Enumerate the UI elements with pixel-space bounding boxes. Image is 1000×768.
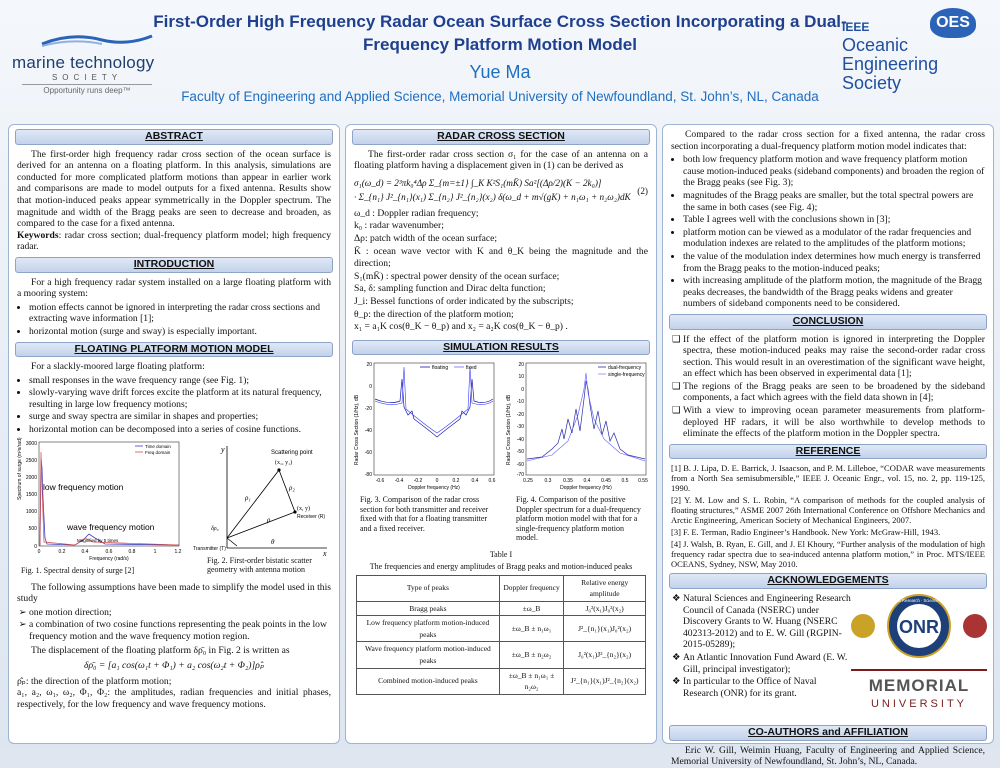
list-item: • motion effects cannot be ignored in interpreting the radar cross sections and extracting wave information [1]; bbox=[29, 302, 331, 325]
table-cell: ±ω_B ± n₂ω₂ bbox=[499, 642, 563, 668]
def-1: ρ̂ₚ: the direction of the platform motion; bbox=[17, 675, 172, 687]
fig4-ytick: -10 bbox=[516, 399, 524, 406]
mts-wave-icon bbox=[12, 30, 162, 48]
fig3-xtick: -0.2 bbox=[413, 478, 423, 485]
fig4-xtick: 0.3 bbox=[544, 478, 552, 485]
fig4-ytick: -40 bbox=[516, 437, 524, 444]
fig3-ytick: -60 bbox=[364, 450, 372, 457]
mts-tagline: Opportunity runs deep™ bbox=[43, 86, 131, 95]
assume-text: The following assumptions have been made to simplify the model used in this study bbox=[17, 581, 331, 605]
rcs-def: k₀ : radar wavenumber; bbox=[354, 220, 444, 232]
fig1-xlabel: Frequency (rad/s) bbox=[89, 555, 129, 562]
mts-society: SOCIETY bbox=[51, 73, 123, 82]
fig4-ytick: -50 bbox=[516, 449, 524, 456]
list-item: • the value of the modulation index determines how much energy is transferred from the Bragg peaks to the motion-induced peaks; bbox=[683, 251, 985, 274]
table-cell: ±ω_B ± n₁ω₁ bbox=[499, 616, 563, 642]
mts-name: marine technology bbox=[12, 53, 155, 72]
table-row bbox=[357, 668, 646, 694]
oes-logo bbox=[842, 8, 992, 93]
fig1-ytick: 500 bbox=[28, 525, 37, 532]
fig2-rho1: ρ₁ bbox=[245, 493, 251, 502]
fig3-xtick: 0.6 bbox=[488, 478, 496, 485]
fig4-ytick: -60 bbox=[516, 462, 524, 469]
fig1-xtick: 0.8 bbox=[128, 548, 136, 555]
peaks-table bbox=[356, 575, 646, 695]
fig2-y-axis: y bbox=[221, 444, 225, 454]
fig1-label-mag: Magnified by 5 times bbox=[77, 537, 119, 543]
fig1-ytick: 1500 bbox=[25, 491, 37, 498]
fig4-ytick: 20 bbox=[518, 362, 524, 369]
rcs-def: S₁(mK̄) : spectral power density of the ocean surface; bbox=[354, 270, 560, 282]
acknowledgements-body bbox=[663, 593, 993, 721]
fig4-xtick: 0.45 bbox=[601, 478, 611, 485]
abstract-text: The first-order high frequency radar cross section of the ocean surface is derived for an antenna on a floating platform. In this analysis, simulations are conducted for more complicated platform motions than appear in earlier work and comparisons are made to model outputs for a fixed antenna. Results show that motion-induced peaks appear symmetrically in the Doppler spectrum. The magnitude and width of the Bragg peaks are seen to decrease and broaden, as compared to the case for a fixed antenna. bbox=[17, 148, 331, 230]
fig1-ylabel: Spectrum of surge (m²s/rad) bbox=[17, 437, 23, 500]
fig3-xtick: -0.4 bbox=[394, 478, 404, 485]
table-cell: J²_{n₁}(x₁)J²_{n₂}(x₂) bbox=[564, 668, 646, 694]
fig1-ytick: 2500 bbox=[25, 457, 37, 464]
conclusion-heading: CONCLUSION bbox=[669, 314, 987, 330]
fig2-scatter-coord: (x₁, y₁) bbox=[275, 459, 293, 466]
table-title: Table I bbox=[489, 550, 513, 560]
reference-heading: REFERENCE bbox=[669, 444, 987, 460]
table-header: Type of peaks bbox=[357, 575, 500, 601]
table-header: Relative energy amplitude bbox=[564, 575, 646, 601]
fig4-xtick: 0.5 bbox=[621, 478, 629, 485]
fig1-xtick: 0 bbox=[37, 548, 41, 555]
rcs-def: x₁ = a₁K cos(θ_K − θ_p) and x₂ = a₂K cos(θ_K − θ_p) . bbox=[354, 321, 568, 333]
fig1-xtick: 1 bbox=[153, 548, 157, 555]
fig1-ytick: 1000 bbox=[25, 508, 37, 515]
table-row bbox=[357, 642, 646, 668]
introduction-heading: INTRODUCTION bbox=[15, 257, 333, 273]
fig1-ytick: 3000 bbox=[25, 440, 37, 447]
list-item: • platform motion can be viewed as a modulator of the radar frequencies and modulation indexes are related to the amplitudes of the platform motions; bbox=[683, 227, 985, 250]
oes-name-2: Engineering Society bbox=[842, 54, 939, 93]
rcs-eq-number: (2) bbox=[637, 185, 648, 196]
rcs-def: K̄ : ocean wave vector with K and θ_K being the magnitude and the direction; bbox=[354, 245, 648, 270]
conclusion-bullets bbox=[671, 334, 985, 440]
fig3-xlabel: Doppler frequency (Hz) bbox=[408, 485, 460, 492]
fig1-xtick: 0.4 bbox=[81, 548, 89, 555]
list-item: • horizontal motion can be decomposed into a series of cosine functions. bbox=[29, 424, 331, 436]
fig4-ytick: 10 bbox=[518, 374, 524, 381]
reference-item: [3] F. E. Terman, Radio Engineer’s Handbook. New York: McGraw-Hill, 1943. bbox=[671, 527, 941, 538]
keywords-label: Keywords bbox=[17, 229, 59, 241]
keywords-text: : radar cross section; dual-frequency platform model; high frequency radar. bbox=[17, 229, 331, 253]
column-left bbox=[8, 124, 340, 744]
fig3-xtick: -0.6 bbox=[375, 478, 385, 485]
fig4-xtick: 0.25 bbox=[523, 478, 533, 485]
rcs-def: θ_p: the direction of the platform motion; bbox=[354, 308, 514, 320]
fig4-xtick: 0.35 bbox=[563, 478, 573, 485]
list-item: • magnitudes of the Bragg peaks are smaller, but the total spectral powers are the same in both cases (see Fig. 4); bbox=[683, 190, 985, 213]
fig3-ytick: -80 bbox=[364, 472, 372, 479]
fig3-rcs-plot bbox=[350, 359, 500, 491]
list-item: • both low frequency platform motion and wave frequency platform motion cause motion-induced peaks (sideband components) and broaden the region of the Bragg peaks (see Fig. 3); bbox=[683, 154, 985, 189]
poster-title: First-Order High Frequency Radar Ocean Surface Cross Section Incorporating a Dual-Frequency Platform Motion Model bbox=[153, 12, 847, 54]
fig4-legend-dual: dual-frequency bbox=[608, 365, 642, 372]
table-cell: J²_{n₁}(x₁)J₀²(x₂) bbox=[564, 616, 646, 642]
reference-item: [4] J. Walsh, B. Ryan, E. Gill, and J. El Khoury, “Further analysis of the modulation of high frequency radar spectra due to sea-induced antenna platform motion,” in Proc. MTS/IEEE OCEANS, Sydney, NSW, May 2010. bbox=[671, 539, 985, 570]
disp-equation: δρ̄₀ = [a₁ cos(ω₁t + Φ₁) + a₂ cos(ω₂t + Φ₂)]ρ̂ₚ bbox=[84, 660, 264, 672]
introduction-bullets bbox=[17, 302, 331, 338]
keywords bbox=[17, 230, 331, 253]
coauthors-text: Eric W. Gill, Weimin Huang, Faculty of Engineering and Applied Science, Memorial University of Newfoundland, St. John’s, NL, Canada. bbox=[671, 744, 985, 768]
abstract-heading: ABSTRACT bbox=[15, 129, 333, 145]
simulation-figures bbox=[350, 359, 652, 493]
onr-text: ONR bbox=[899, 617, 939, 638]
list-item: • slowly-varying wave drift forces excite the platform at its natural frequency, resulting in large low frequency motions; bbox=[29, 387, 331, 410]
list-item: ❖ Natural Sciences and Engineering Research Council of Canada (NSERC) under Discovery Grants to W. Huang (NSERC 402313-2012) and to E. W. Gill (RGPIN-2015-05289); bbox=[683, 593, 853, 651]
rcs-text: The first-order radar cross section σ₁ for the case of an antenna on a floating platform having a displacement given in (1) can be derived as bbox=[354, 148, 648, 172]
table-row bbox=[357, 616, 646, 642]
fig4-positive-doppler-plot bbox=[502, 359, 652, 491]
fig3-xtick: 0.4 bbox=[471, 478, 479, 485]
table-cell: Low frequency platform motion-induced peaks bbox=[357, 616, 500, 642]
table-cell: ±ω_B ± n₁ω₁ ± n₂ω₂ bbox=[499, 668, 563, 694]
table-cell: Bragg peaks bbox=[357, 601, 500, 616]
acknowledgements-heading: ACKNOWLEDGEMENTS bbox=[669, 573, 987, 589]
fig2-caption: Fig. 2. First-order bistatic scatter geometry with antenna motion bbox=[207, 555, 312, 575]
fig3-xtick: 0.2 bbox=[452, 478, 460, 485]
table-header: Doppler frequency bbox=[499, 575, 563, 601]
mts-logo bbox=[12, 30, 162, 95]
fig2-receiver-coord: (x, y) bbox=[297, 505, 310, 512]
fig2-scatter-label: Scattering point bbox=[271, 449, 313, 456]
platform-bullets bbox=[17, 375, 331, 436]
fig3-ytick: -40 bbox=[364, 428, 372, 435]
list-item: • with increasing amplitude of the platform motion, the magnitude of the Bragg peaks decreases, the bandwidth of the Bragg peaks widens and greater numbers of sideband components need to be considered. bbox=[683, 275, 985, 310]
fig1-legend-freq: Freq domain bbox=[145, 449, 171, 455]
fig4-legend-single: single-frequency bbox=[608, 372, 645, 379]
fig2-transmitter-label: Transmitter (T) bbox=[193, 545, 226, 552]
compare-text: Compared to the radar cross section for a fixed antenna, the radar cross section incorporating a dual-frequency platform motion model indicates that: bbox=[671, 129, 985, 152]
poster-author: Yue Ma bbox=[469, 62, 531, 82]
list-item: ➢ one motion direction; bbox=[29, 607, 331, 619]
fig1-surge-spectrum bbox=[15, 438, 185, 564]
rcs-def: J_i: Bessel functions of order indicated by the subscripts; bbox=[354, 295, 574, 307]
reference-item: [1] B. J. Lipa, D. E. Barrick, J. Isaacson, and P. M. Lilleboe, “CODAR wave measurements from a North Sea semisubmersible,” IEEE J. Oceanic Engr., vol. 15, no. 2, pp. 119-125, 1990. bbox=[671, 463, 985, 494]
fig1-legend-time: Time domain bbox=[145, 443, 171, 449]
fig4-xlabel: Doppler frequency (Hz) bbox=[560, 485, 612, 492]
table-cell: J₀²(x₁)J₀²(x₂) bbox=[564, 601, 646, 616]
column-middle bbox=[345, 124, 657, 744]
reference-item: [2] Y. M. Low and S. L. Robin, “A comparison of methods for the coupled analysis of floating structures,” ASME 2007 26th International Conference on Offshore Mechanics and Arctic Engineering, American Society of Mechanical Engineers, 2007. bbox=[671, 495, 985, 526]
table-header-row bbox=[357, 575, 646, 601]
fig1-caption: Fig. 1. Spectral density of surge [2] bbox=[21, 565, 135, 575]
rcs-equation bbox=[354, 176, 648, 204]
table-cell: J₀²(x₁)J²_{n₂}(x₂) bbox=[564, 642, 646, 668]
list-item: ➢ a combination of two cosine functions representing the peak points in the low frequency motion and the wave frequency motion region. bbox=[29, 619, 331, 642]
fig1-xtick: 1.2 bbox=[174, 548, 182, 555]
fig4-ylabel: Radar Cross Section (1/Hz), dB bbox=[506, 395, 512, 466]
rcs-def: Sa, δ: sampling function and Dirac delta function; bbox=[354, 283, 546, 295]
onr-ring-text: Office of Naval Research · Science & Technology bbox=[873, 598, 965, 604]
disp-text: The displacement of the floating platform δρ̄₀ in Fig. 2 is written as bbox=[31, 644, 290, 656]
simulation-captions bbox=[350, 495, 652, 547]
fig2-receiver-label: Receiver (R) bbox=[297, 513, 326, 520]
mun-name-2: UNIVERSITY bbox=[870, 698, 968, 711]
table-subtitle: The frequencies and energy amplitudes of Bragg peaks and motion-induced peaks bbox=[369, 561, 633, 571]
list-item: • Table I agrees well with the conclusions shown in [3]; bbox=[683, 214, 985, 226]
list-item: ❖ In particular to the Office of Naval Research (ONR) for its grant. bbox=[683, 676, 853, 699]
reference-list bbox=[671, 463, 985, 569]
list-item: ❑ If the effect of the platform motion is ignored in interpreting the Doppler spectra, these motion-induced peaks may raise the second-order radar cross section. This would result in an overestimation of the significant wave height, an effect which has been observed in experimental data [1]; bbox=[683, 334, 985, 380]
acknowledgements-list bbox=[671, 593, 853, 699]
fig2-theta: θ bbox=[271, 537, 275, 546]
fig1-xtick: 0.2 bbox=[58, 548, 66, 555]
fig4-xtick: 0.55 bbox=[638, 478, 648, 485]
onr-logo bbox=[849, 593, 989, 659]
oes-name bbox=[842, 36, 992, 93]
rcs-def: ω_d : Doppler radian frequency; bbox=[354, 207, 479, 219]
fig1-xtick: 0.6 bbox=[105, 548, 113, 555]
def-2: a₁, a₂, ω₁, ω₂, Φ₁, Φ₂: the amplitudes, radian frequencies and initial phases, respectively, for the low frequency and wave frequency motions. bbox=[17, 687, 331, 710]
rcs-eq-line1: σ₁(ω_d) = 2³πk₀⁴Δρ Σ_{m=±1} ∫_K K²S₁(mK̄) Sa²[(Δρ/2)(K − 2k₀)] bbox=[354, 177, 602, 188]
fig3-ytick: 20 bbox=[366, 362, 372, 369]
fig3-ytick: 0 bbox=[369, 384, 372, 391]
fig2-x-axis: x bbox=[323, 548, 327, 558]
fig2-rho: ρ bbox=[267, 515, 271, 524]
platform-heading: FLOATING PLATFORM MOTION MODEL bbox=[15, 342, 333, 358]
seal-icon bbox=[963, 614, 987, 638]
introduction-text: For a high frequency radar system installed on a large floating platform with a mooring system: bbox=[17, 276, 331, 300]
column-right bbox=[662, 124, 994, 768]
list-item: • small responses in the wave frequency range (see Fig. 1); bbox=[29, 375, 331, 387]
mun-logo bbox=[849, 665, 989, 711]
seal-icon bbox=[851, 614, 875, 638]
oes-ieee: IEEE bbox=[842, 20, 870, 34]
fig2-rho2: ρ₂ bbox=[289, 483, 295, 492]
fig3-ytick: -20 bbox=[364, 406, 372, 413]
oes-badge: OES bbox=[930, 8, 976, 38]
fig4-caption: Fig. 4. Comparison of the positive Doppler spectrum for a dual-frequency platform motion model with that for a single-frequency platform motion model. bbox=[516, 495, 641, 543]
fig4-xtick: 0.4 bbox=[583, 478, 591, 485]
fig1-label-wave: wave frequency motion bbox=[67, 521, 155, 532]
fig2-scatter-geometry bbox=[193, 438, 335, 556]
assume-bullets bbox=[17, 607, 331, 643]
fig3-ylabel: Radar Cross Section (1/Hz), dB bbox=[354, 395, 360, 466]
list-item: ❖ An Atlantic Innovation Fund Award (E. W. Gill, principal investigator); bbox=[683, 652, 853, 675]
fig4-ytick: -20 bbox=[516, 412, 524, 419]
list-item: • horizontal motion (surge and sway) is especially important. bbox=[29, 326, 331, 338]
list-item: • surge and sway spectra are similar in shapes and properties; bbox=[29, 411, 331, 423]
simulation-heading: SIMULATION RESULTS bbox=[352, 340, 650, 356]
poster-header bbox=[0, 0, 1000, 118]
list-item: ❑ With a view to improving ocean parameter measurements from platform-deployed HF radars, it will be also worthwhile to develop methods to eliminate the effects of the platform motion in the Doppler spectra. bbox=[683, 405, 985, 440]
table-row bbox=[357, 601, 646, 616]
list-item: ❑ The regions of the Bragg peaks are seen to be broadened by the sideband components, a fact which agrees with the field data shown in [4]; bbox=[683, 381, 985, 404]
fig3-xtick: 0 bbox=[435, 478, 439, 485]
fig2-delta-rho0: δρ₀ bbox=[211, 525, 219, 532]
fig4-ytick: 0 bbox=[521, 387, 524, 394]
platform-text: For a slackly-moored large floating platform: bbox=[31, 361, 205, 373]
poster-affiliation: Faculty of Engineering and Applied Science, Memorial University of Newfoundland, St. John’s, NL, Canada bbox=[181, 89, 819, 104]
table-cell: ±ω_B bbox=[499, 601, 563, 616]
compare-bullets bbox=[671, 154, 985, 310]
coauthors-heading: CO-AUTHORS and AFFILIATION bbox=[669, 725, 987, 741]
rcs-heading: RADAR CROSS SECTION bbox=[352, 129, 650, 145]
fig4-ytick: -70 bbox=[516, 472, 524, 479]
mun-name-1: MEMORIAL bbox=[868, 676, 970, 696]
fig4-ytick: -30 bbox=[516, 424, 524, 431]
figure-row-1-2 bbox=[15, 438, 333, 578]
fig3-caption: Fig. 3. Comparison of the radar cross section for both transmitter and receiver fixed with that for a floating transmitter and a fixed receiver. bbox=[360, 495, 489, 533]
fig3-legend-fixed: fixed bbox=[466, 365, 477, 372]
table-cell: Combined motion-induced peaks bbox=[357, 668, 500, 694]
fig1-label-low: low frequency motion bbox=[43, 481, 124, 492]
table-cell: Wave frequency platform motion-induced peaks bbox=[357, 642, 500, 668]
fig1-ytick: 0 bbox=[34, 543, 37, 550]
rcs-def: Δρ: patch width of the ocean surface; bbox=[354, 232, 498, 244]
oes-name-1: Oceanic bbox=[842, 35, 909, 55]
rcs-definitions bbox=[354, 208, 648, 334]
fig1-ytick: 2000 bbox=[25, 474, 37, 481]
rcs-eq-line2: · Σ_{n₁} J²_{n₁}(x₁) Σ_{n₂} J²_{n₂}(x₂) δ(ω_d + m√(gK) + n₁ω₁ + n₂ω₂)dK bbox=[354, 191, 631, 202]
fig3-legend-floating: floating bbox=[432, 365, 449, 372]
